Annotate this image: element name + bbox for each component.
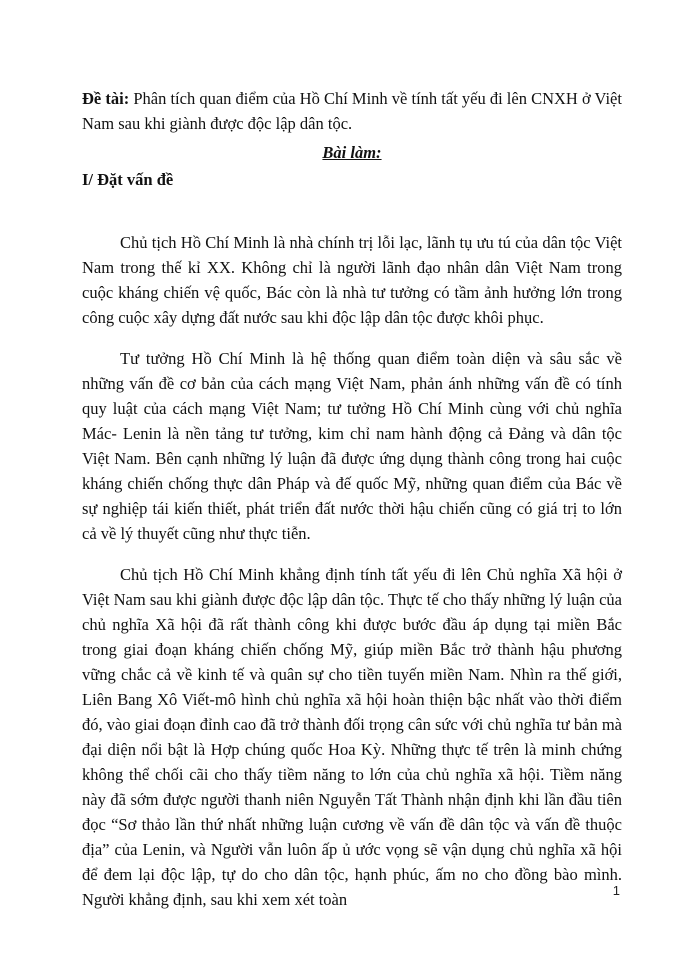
paragraph-2: Tư tưởng Hồ Chí Minh là hệ thống quan điểm toàn diện và sâu sắc về những vấn đề cơ bản của cách mạng Việt Nam, phản ánh những vấn đề có tính quy luật của cách mạng Việt Nam; tư tưởng Hồ Chí Minh cùng với chủ nghĩa Mác- Lenin là nền tảng tư tưởng, kim chỉ nam hành động cả Đảng và dân tộc Việt Nam. Bên cạnh những lý luận đã được ứng dụng thành công trong hai cuộc kháng chiến chống thực dân Pháp và đế quốc Mỹ, những quan điểm của Bác về sự nghiệp tái kiến thiết, phát triển đất nước thời hậu chiến cũng có giá trị to lớn cả về lý thuyết cũng như thực tiễn. bbox=[82, 349, 622, 543]
essay-topic bbox=[82, 86, 622, 136]
paragraph-1: Chủ tịch Hồ Chí Minh là nhà chính trị lỗi lạc, lãnh tụ ưu tú của dân tộc Việt Nam trong thế kỉ XX. Không chỉ là người lãnh đạo nhân dân Việt Nam trong cuộc kháng chiến vệ quốc, Bác còn là nhà tư tưởng có tầm ảnh hưởng lớn trong công cuộc xây dựng đất nước sau khi độc lập dân tộc được khôi phục. bbox=[82, 233, 622, 327]
paragraph-3: Chủ tịch Hồ Chí Minh khẳng định tính tất yếu đi lên Chủ nghĩa Xã hội ở Việt Nam sau khi giành được độc lập dân tộc. Thực tế cho thấy những lý luận của chủ nghĩa Xã hội đã rất thành công khi được bước đầu áp dụng tại miền Bắc trong giai đoạn kháng chiến chống Mỹ, giúp miền Bắc trở thành hậu phương vững chắc cả về kinh tế và quân sự cho tiền tuyến miền Nam. Nhìn ra thế giới, Liên Bang Xô Viết-mô hình chủ nghĩa xã hội hoàn thiện bậc nhất vào thời điểm đó, vào giai đoạn đỉnh cao đã trở thành đối trọng cân sức với chủ nghĩa tư bản mà đại diện nổi bật là Hợp chúng quốc Hoa Kỳ. Những thực tế trên là minh chứng không thể chối cãi cho thấy tiềm năng to lớn của chủ nghĩa xã hội. Tiềm năng này đã sớm được người thanh niên Nguyễn Tất Thành nhận định khi lần đầu tiên đọc “Sơ thảo lần thứ nhất những luận cương về vấn đề dân tộc và vấn đề thuộc địa” của Lenin, và Người vẫn luôn ấp ủ ước vọng sẽ vận dụng chủ nghĩa xã hội để đem lại độc lập, tự do cho dân tộc, hạnh phúc, ấm no cho đồng bào mình. Người khẳng định, sau khi xem xét toàn bbox=[82, 565, 622, 909]
section-heading: I/ Đặt vấn đề bbox=[82, 170, 174, 189]
topic-label: Đề tài: bbox=[82, 89, 130, 108]
document-body bbox=[82, 86, 622, 912]
topic-text: Phân tích quan điểm của Hồ Chí Minh về tính tất yếu đi lên CNXH ở Việt Nam sau khi giành được độc lập dân tộc. bbox=[82, 89, 622, 133]
page-number: 1 bbox=[612, 883, 620, 898]
essay-heading: Bài làm: bbox=[322, 143, 382, 162]
